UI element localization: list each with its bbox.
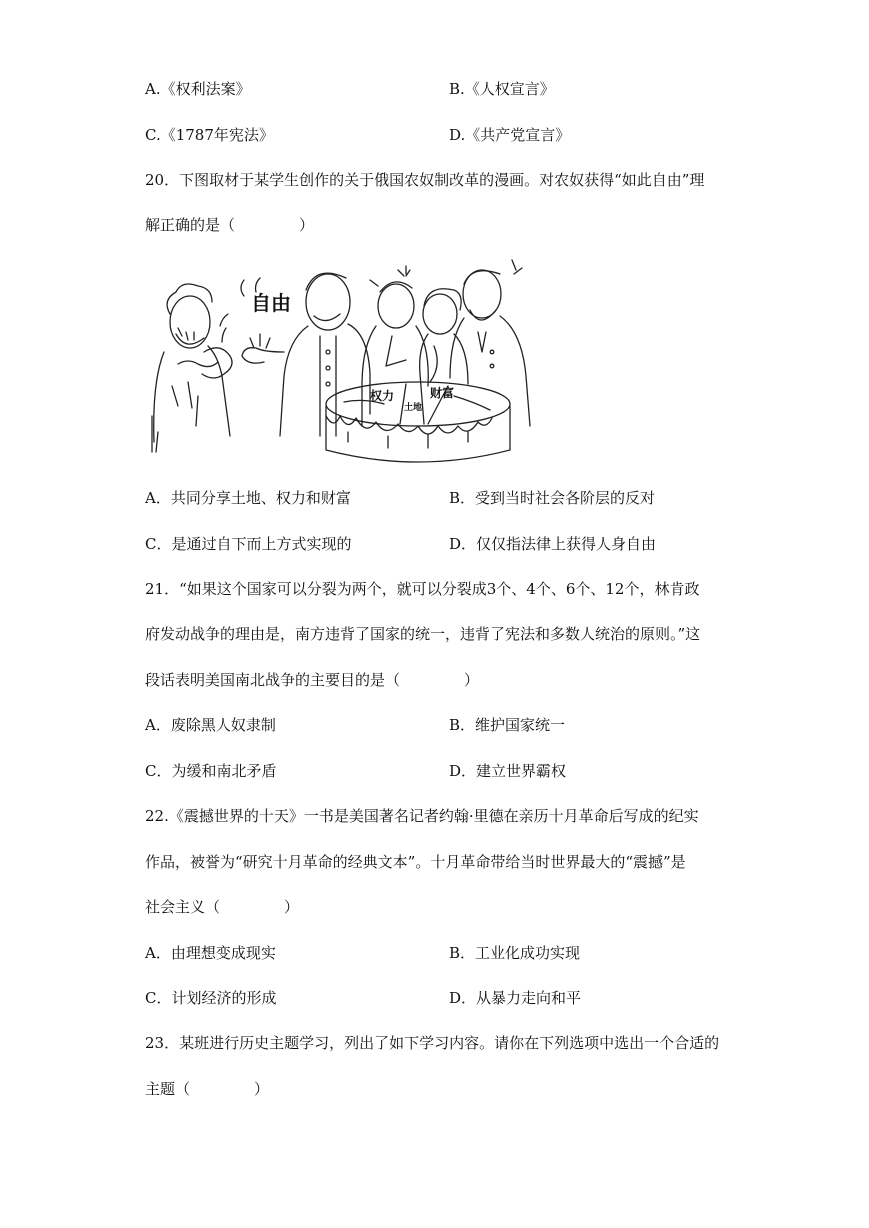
cake-drawing [326,382,510,462]
q23-stem-text: 主题（ [145,1080,191,1098]
q20-option-b: B．受到当时社会各阶层的反对 [449,489,656,507]
q21-option-b: B．维护国家统一 [449,716,566,734]
q21-stem-text: 段话表明美国南北战争的主要目的是（ [145,671,401,689]
q21-stem-line2: 府发动战争的理由是，南方违背了国家的统一，违背了宪法和多数人统治的原则。”这 [145,625,701,643]
q22-stem-close: ） [284,898,300,916]
q21-stem-line3 [145,670,479,690]
cartoon-label-power: 权力 [370,389,395,403]
q22-option-a: A．由理想变成现实 [145,944,276,962]
q20-option-c: C．是通过自下而上方式实现的 [145,535,352,553]
q21-option-a: A．废除黑人奴隶制 [145,716,276,734]
q22-option-b: B．工业化成功实现 [449,944,581,962]
cartoon-label-wealth: 财富 [430,386,455,400]
q20-stem-line1: 20．下图取材于某学生创作的关于俄国农奴制改革的漫画。对农奴获得“如此自由”理 [145,171,705,189]
q22-option-d: D．从暴力走向和平 [449,989,582,1007]
q23-stem-line2 [145,1079,269,1099]
q21-stem-close: ） [464,671,480,689]
q21-stem-line1: 21．“如果这个国家可以分裂为两个，就可以分裂成3个、4个、6个、12个，林肯政 [145,580,700,598]
serf-reform-cartoon [148,256,540,466]
q20-option-a: A．共同分享土地、权力和财富 [145,489,351,507]
cartoon-label-land: 土地 [404,403,423,413]
q21-option-d: D．建立世界霸权 [449,762,567,780]
q22-stem-line2: 作品，被誉为“研究十月革命的经典文本”。十月革命带给当时世界最大的“震撼”是 [145,853,686,871]
q19-option-d: D.《共产党宣言》 [449,126,571,144]
q20-stem-text: 解正确的是（ [145,216,236,234]
q21-option-c: C．为缓和南北矛盾 [145,762,277,780]
q20-stem-line2 [145,215,314,235]
cartoon-label-freedom: 自由 [251,291,291,315]
q19-option-a: A.《权利法案》 [145,80,251,98]
peasant-figure [152,284,232,452]
q23-stem-line1: 23．某班进行历史主题学习，列出了如下学习内容。请你在下列选项中选出一个合适的 [145,1034,720,1052]
q20-stem-close: ） [299,216,315,234]
q20-option-d: D．仅仅指法律上获得人身自由 [449,535,657,553]
q19-option-c: C.《1787年宪法》 [145,126,274,144]
q22-stem-line1: 22.《震撼世界的十天》一书是美国著名记者约翰·里德在亲历十月革命后写成的纪实 [145,807,699,825]
q22-stem-line3 [145,897,299,917]
q22-option-c: C．计划经济的形成 [145,989,277,1007]
q22-stem-text: 社会主义（ [145,898,221,916]
q23-stem-close: ） [254,1080,270,1098]
q19-option-b: B.《人权宣言》 [449,80,555,98]
